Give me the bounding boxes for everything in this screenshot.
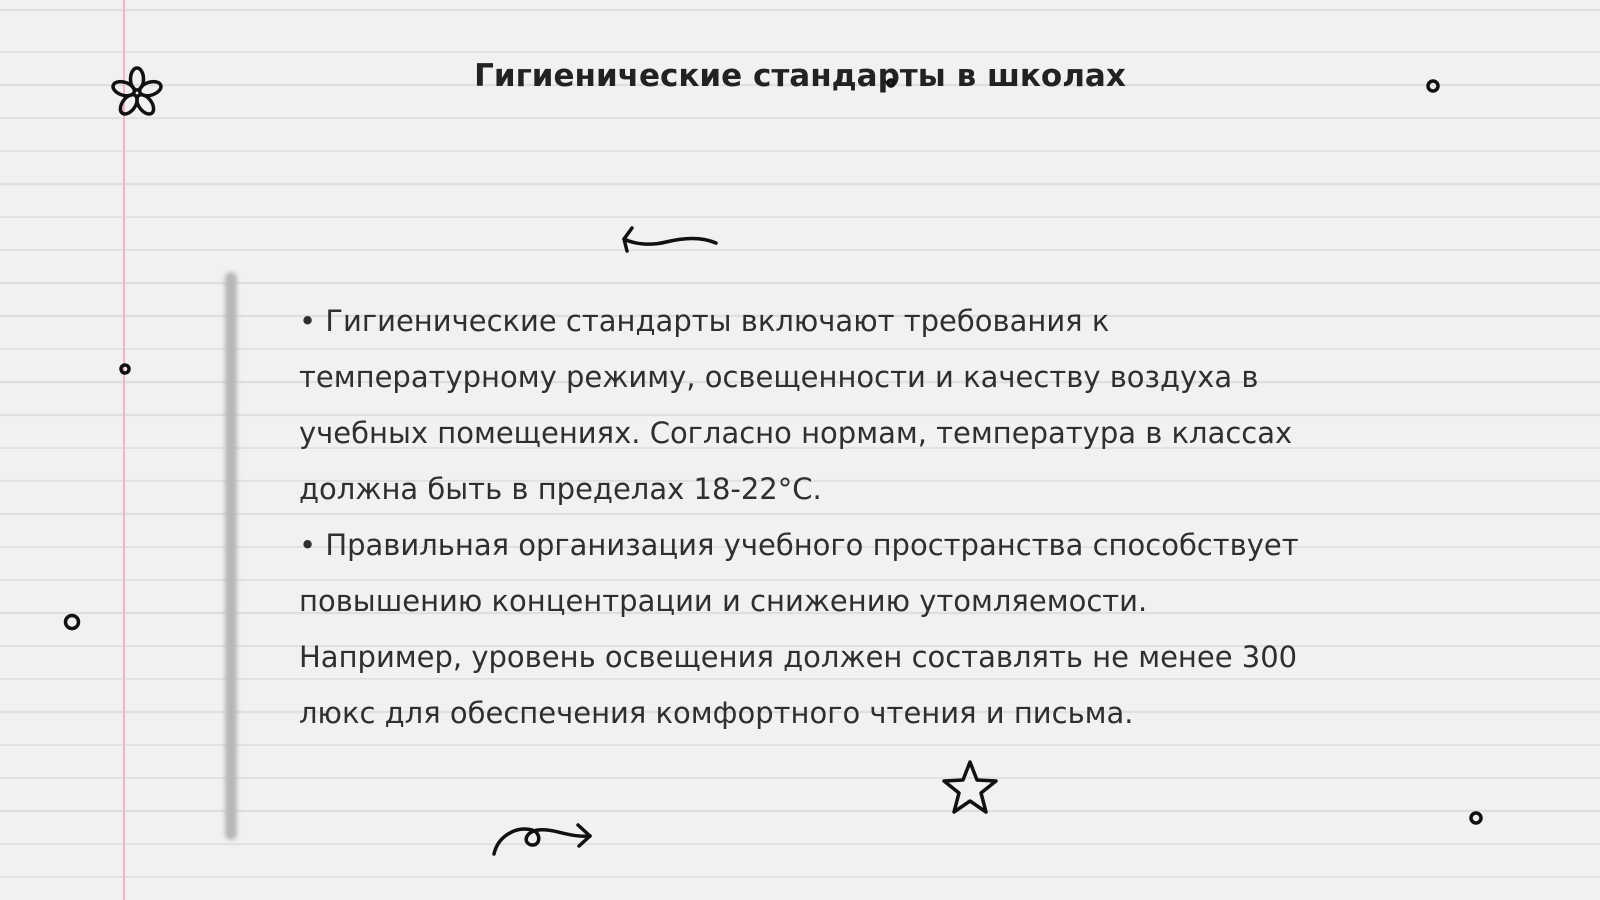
star-icon xyxy=(938,758,1002,818)
dot-icon xyxy=(1425,78,1441,94)
body-text xyxy=(299,293,1319,741)
flower-icon xyxy=(110,66,164,120)
dot-icon xyxy=(885,77,897,89)
dot-icon xyxy=(118,362,132,376)
paragraph-2: • Правильная организация учебного пространства способствует повышению концентрации и снижению утомляемости. Например, уровень освещения должен составлять не менее 300 люкс для обеспечения комфортного чтения и письма. xyxy=(299,528,1299,730)
notebook-margin-line xyxy=(123,0,125,900)
arrow-left-icon xyxy=(620,224,720,260)
quote-bar xyxy=(225,272,237,840)
dot-icon xyxy=(62,612,82,632)
loop-arrow-icon xyxy=(490,814,600,860)
dot-icon xyxy=(1468,810,1484,826)
page-title: Гигиенические стандарты в школах xyxy=(474,58,1126,94)
paragraph-1: • Гигиенические стандарты включают требования к температурному режиму, освещенности и качеству воздуха в учебных помещениях. Согласно нормам, температура в классах должна быть в пределах 18-22°C. xyxy=(299,304,1293,506)
